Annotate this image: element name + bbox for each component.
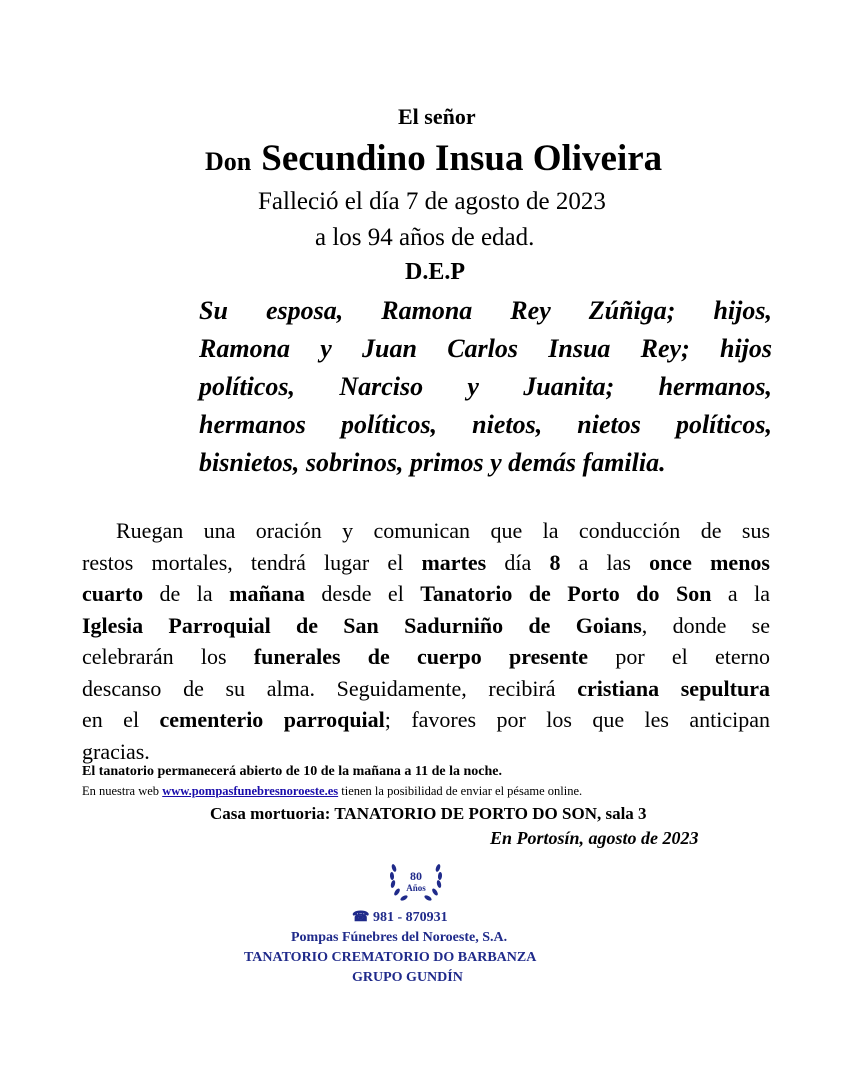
title-senor: El señor xyxy=(398,104,476,129)
family-paragraph xyxy=(199,292,772,482)
body-line xyxy=(82,641,770,673)
body-text: restos mortales, tendrá lugar el xyxy=(82,549,422,575)
company-name: Pompas Fúnebres del Noroeste, S.A. xyxy=(291,930,508,945)
body-line xyxy=(82,704,770,736)
deceased-name-line xyxy=(205,137,662,180)
anniversary-laurel-logo xyxy=(384,858,448,906)
deceased-name: Secundino Insua Oliveira xyxy=(261,138,663,179)
logo-years: Años xyxy=(406,883,426,893)
body-text: desde el xyxy=(304,581,421,606)
body-text: gracias. xyxy=(82,738,150,764)
website-link[interactable]: www.pompasfunebresnoroeste.es xyxy=(162,784,339,798)
casa-mortuoria: Casa mortuoria: TANATORIO DE PORTO DO SON, sala 3 xyxy=(210,804,647,823)
dep-label: D.E.P xyxy=(405,259,465,285)
body-text: día xyxy=(486,549,550,575)
body-line xyxy=(82,515,770,547)
funeral-paragraph xyxy=(82,515,770,767)
family-line: hermanos políticos, nietos, nietos políticos, xyxy=(199,410,772,439)
body-bold: funerales de cuerpo presente xyxy=(253,644,589,669)
family-line: Ramona y Juan Carlos Insua Rey; hijos xyxy=(199,334,772,363)
body-bold: Tanatorio de Porto do Son xyxy=(420,581,712,606)
body-text: a la xyxy=(711,581,770,606)
body-text: de la xyxy=(143,581,230,606)
body-line xyxy=(82,578,770,610)
family-line: políticos, Narciso y Juanita; hermanos, xyxy=(199,372,772,401)
phone-line xyxy=(352,909,448,926)
body-bold: Iglesia Parroquial de San Sadurniño de Goians xyxy=(82,612,642,638)
body-text: en el xyxy=(82,707,160,732)
web-note-suffix: tienen la posibilidad de enviar el pésame online. xyxy=(338,784,583,798)
phone-number: 981 - 870931 xyxy=(372,910,448,925)
web-note-prefix: En nuestra web xyxy=(82,784,163,798)
place-date: En Portosín, agosto de 2023 xyxy=(490,828,699,848)
phone-icon: ☎ xyxy=(352,910,370,925)
body-text: , donde se xyxy=(641,612,770,638)
family-line: Su esposa, Ramona Rey Zúñiga; hijos, xyxy=(199,296,772,325)
body-bold: cristiana sepultura xyxy=(577,675,770,701)
family-line: bisnietos, sobrinos, primos y demás familia. xyxy=(199,448,666,477)
group-name: GRUPO GUNDÍN xyxy=(352,970,463,985)
body-text: Ruegan una oración y comunican que la conducción de sus xyxy=(116,518,770,543)
death-date: Falleció el día 7 de agosto de 2023 xyxy=(258,188,606,215)
body-text: ; favores por los que les anticipan xyxy=(384,707,770,732)
crematorium-name: TANATORIO CREMATORIO DO BARBANZA xyxy=(244,950,537,965)
body-bold: cementerio parroquial xyxy=(159,707,385,732)
body-bold: mañana xyxy=(229,581,305,606)
body-text: por el eterno xyxy=(588,644,770,669)
logo-number: 80 xyxy=(410,869,422,883)
age: a los 94 años de edad. xyxy=(315,224,535,251)
body-text: a las xyxy=(560,549,650,575)
body-line xyxy=(82,610,770,642)
body-bold: 8 xyxy=(549,549,561,575)
body-line xyxy=(82,547,770,579)
body-text: descanso de su alma. Seguidamente, recibirá xyxy=(82,675,578,701)
body-text: celebrarán los xyxy=(82,644,254,669)
body-line xyxy=(82,736,770,768)
body-bold: martes xyxy=(421,549,487,575)
tanatorio-hours-note: El tanatorio permanecerá abierto de 10 de la mañana a 11 de la noche. xyxy=(82,764,502,779)
body-bold: cuarto xyxy=(82,581,144,606)
body-bold: once menos xyxy=(649,549,770,575)
honorific: Don xyxy=(205,147,252,176)
web-note xyxy=(82,784,582,799)
body-line xyxy=(82,673,770,705)
